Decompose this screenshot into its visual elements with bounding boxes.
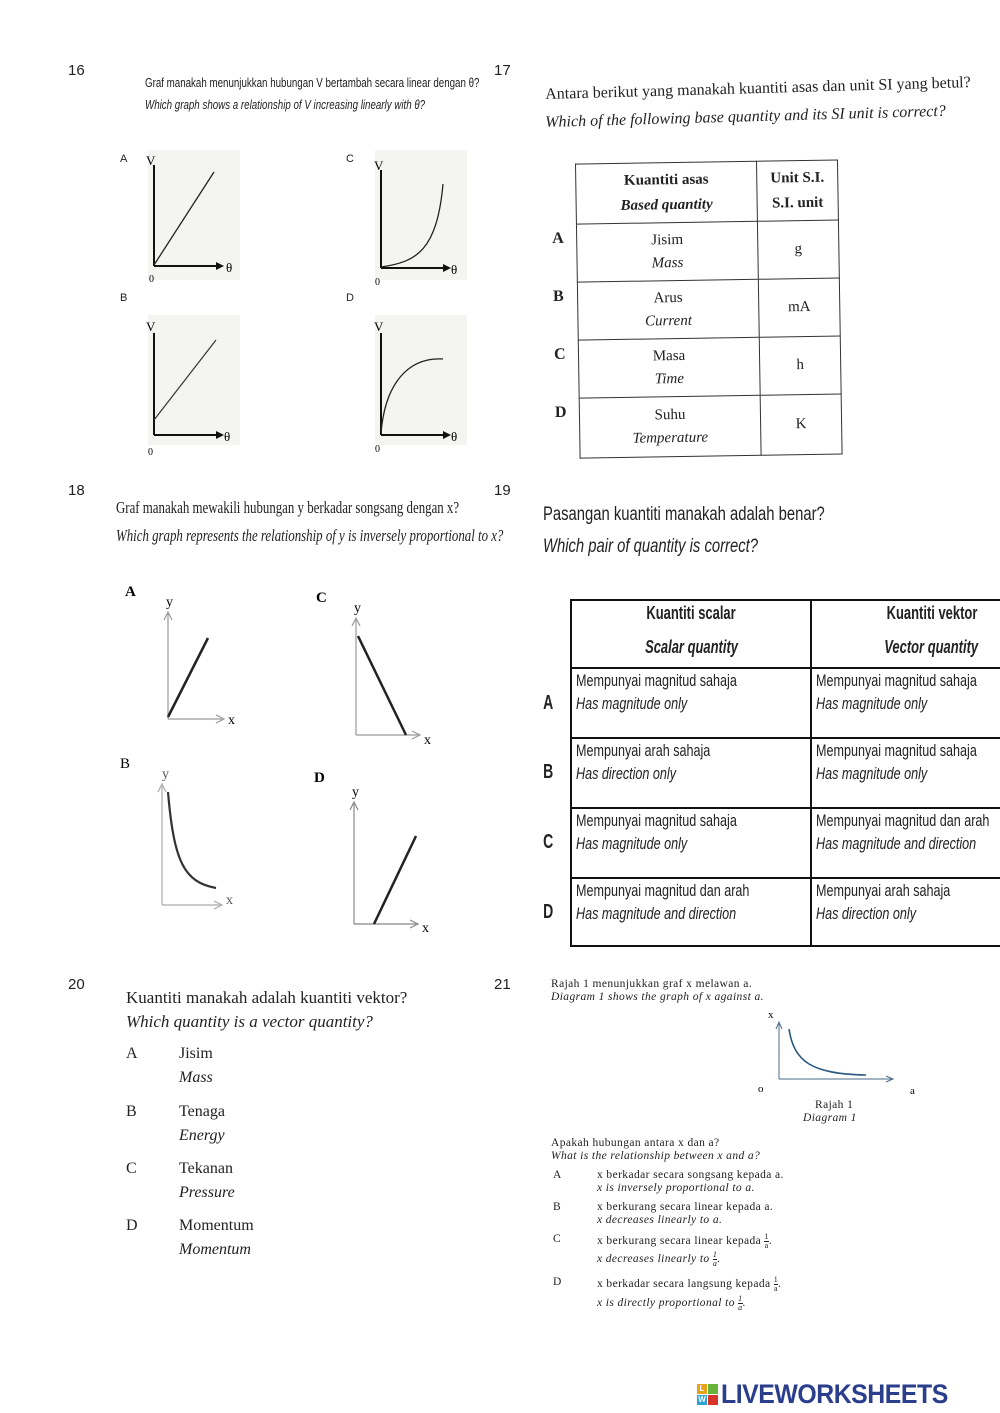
y-axis-label: V xyxy=(374,158,384,173)
graph-b xyxy=(140,315,250,460)
intro-text-en: Diagram 1 shows the graph of x against a. xyxy=(551,991,764,1003)
x-axis-label: θ xyxy=(226,260,233,275)
unit-value: K xyxy=(760,394,842,455)
graph-c xyxy=(367,150,477,290)
option-letter: D xyxy=(346,292,354,304)
question-text-en: Which of the following base quantity and its SI unit is correct? xyxy=(545,102,947,131)
row-letter: D xyxy=(543,901,554,923)
row-letter: B xyxy=(552,287,564,305)
option-d[interactable]: Momentum xyxy=(179,1217,254,1234)
question-text: Kuantiti manakah adalah kuantiti vektor? xyxy=(126,988,408,1007)
option-b[interactable]: x berkurang secara linear kepada a. xyxy=(597,1201,774,1213)
option-c[interactable]: Tekanan xyxy=(179,1160,233,1177)
brand-name: LIVEWORKSHEETS xyxy=(721,1379,948,1409)
fraction: $\frac{1}{a}$ xyxy=(712,1250,718,1268)
scalar-cell: Mempunyai magnitud sahaja xyxy=(576,811,737,830)
y-axis-label: y xyxy=(162,767,169,782)
table-row xyxy=(576,220,839,282)
question-text: Graf manakah mewakili hubungan y berkadar songsang dengan x? xyxy=(116,498,460,517)
header-scalar: Kuantiti scalar xyxy=(646,603,736,623)
diagram-caption: Rajah 1 xyxy=(815,1099,854,1111)
header-scalar-en: Scalar quantity xyxy=(644,637,738,657)
diagram-1-graph xyxy=(752,1004,932,1098)
intro-text: Rajah 1 menunjukkan graf x melawan a. xyxy=(551,978,752,990)
option-b-en: Energy xyxy=(179,1127,225,1144)
question-text-en: Which graph shows a relationship of V increasing linearly with θ? xyxy=(145,98,426,112)
option-letter: D xyxy=(126,1217,138,1234)
question-text: Pasangan kuantiti manakah adalah benar? xyxy=(543,504,825,525)
x-axis-label: x xyxy=(228,713,235,728)
question-number: 21 xyxy=(494,976,511,993)
header-quantity: Kuantiti asas xyxy=(623,171,709,189)
option-d-text: x berkadar secara langsung kepada xyxy=(597,1278,771,1291)
origin-label: 0 xyxy=(375,444,380,455)
y-axis-label: V xyxy=(146,319,156,334)
vector-cell: Mempunyai magnitud dan arah xyxy=(816,811,990,830)
y-axis-label: y xyxy=(352,785,359,800)
origin-label: o xyxy=(758,1083,764,1095)
option-letter: B xyxy=(120,292,128,304)
question-number: 17 xyxy=(494,62,511,79)
header-vector-en: Vector quantity xyxy=(884,637,979,657)
graph-c xyxy=(312,584,452,749)
option-d[interactable]: x berkadar secara langsung kepada $\frac{1}{a}$ . xyxy=(597,1275,782,1293)
option-b[interactable]: Tenaga xyxy=(179,1103,225,1120)
option-letter: D xyxy=(314,770,325,786)
scalar-cell-en: Has magnitude only xyxy=(576,694,688,713)
option-c-text: x berkurang secara linear kepada xyxy=(597,1235,762,1248)
unit-value: mA xyxy=(758,278,840,337)
y-axis-label: x xyxy=(768,1009,774,1021)
x-axis-label: x xyxy=(424,733,431,748)
question-number: 16 xyxy=(68,62,85,79)
graph-a xyxy=(120,578,260,738)
scalar-cell: Mempunyai arah sahaja xyxy=(576,741,711,760)
vector-cell-en: Has direction only xyxy=(816,904,917,923)
table-row xyxy=(571,808,1000,878)
origin-label: 0 xyxy=(149,274,154,285)
option-letter: B xyxy=(126,1103,137,1120)
question-number: 18 xyxy=(68,482,85,499)
scalar-cell: Mempunyai magnitud dan arah xyxy=(576,881,750,900)
x-axis-label: θ xyxy=(224,429,231,444)
header-quantity-en: Based quantity xyxy=(620,195,713,214)
table-row xyxy=(579,394,842,458)
unit-value: h xyxy=(759,336,841,395)
question-text: Apakah hubungan antara x dan a? xyxy=(551,1137,720,1149)
option-letter: A xyxy=(125,584,136,600)
row-letter: A xyxy=(543,692,554,714)
quantity-name-en: Current xyxy=(644,312,693,330)
table-row xyxy=(571,668,1000,738)
option-a-en: Mass xyxy=(179,1069,213,1086)
x-axis-label: x xyxy=(226,893,233,908)
x-axis-label: θ xyxy=(451,429,458,444)
option-d-en: Momentum xyxy=(179,1241,251,1258)
fraction: $\frac{1}{a}$ xyxy=(773,1275,779,1293)
option-letter: A xyxy=(126,1045,138,1062)
question-text-en: Which pair of quantity is correct? xyxy=(543,536,758,557)
vector-cell: Mempunyai magnitud sahaja xyxy=(816,741,978,760)
row-letter: C xyxy=(553,345,566,363)
header-unit: Unit S.I. xyxy=(770,169,825,187)
row-letter: C xyxy=(543,831,554,853)
option-letter: C xyxy=(126,1160,137,1177)
option-letter: C xyxy=(346,153,354,165)
quantity-name-en: Mass xyxy=(651,254,684,271)
option-letter: C xyxy=(553,1233,562,1245)
question-text: Antara berikut yang manakah kuantiti asas dan unit SI yang betul? xyxy=(545,74,971,103)
scalar-cell-en: Has direction only xyxy=(576,764,676,783)
graph-d xyxy=(312,764,452,944)
row-letter: A xyxy=(552,229,564,247)
quantity-name: Suhu xyxy=(654,406,686,423)
header-unit-en: S.I. unit xyxy=(771,194,824,212)
unit-value: g xyxy=(757,220,839,279)
graph-a xyxy=(140,150,250,290)
option-d-en: x is directly proportional to $\frac{1}{a}$ . xyxy=(597,1294,746,1312)
fraction: $\frac{1}{a}$ xyxy=(738,1294,743,1312)
origin-label: 0 xyxy=(148,447,153,458)
option-letter: B xyxy=(553,1201,562,1213)
y-axis-label: V xyxy=(374,319,384,334)
quantity-name-en: Time xyxy=(654,370,685,387)
logo-icon: L W xyxy=(697,1384,718,1405)
vector-cell: Mempunyai magnitud sahaja xyxy=(816,671,978,690)
option-letter: A xyxy=(120,153,128,165)
option-b-en: x decreases linearly to a. xyxy=(597,1214,723,1226)
vector-cell: Mempunyai arah sahaja xyxy=(816,881,951,900)
option-a[interactable]: Jisim xyxy=(179,1045,213,1062)
option-c[interactable]: x berkurang secara linear kepada $\frac{1}{a}$ . xyxy=(597,1232,773,1250)
option-c-en: x decreases linearly to $\frac{1}{a}$ . xyxy=(597,1250,721,1268)
question-text: Graf manakah menunjukkan hubungan V bertambah secara linear dengan θ? xyxy=(145,76,480,90)
question-number: 19 xyxy=(494,482,511,499)
option-a[interactable]: x berkadar secara songsang kepada a. xyxy=(597,1169,784,1181)
vector-cell-en: Has magnitude only xyxy=(816,694,928,713)
header-vector: Kuantiti vektor xyxy=(886,603,977,623)
row-letter: B xyxy=(543,761,554,783)
question-number: 20 xyxy=(68,976,85,993)
x-axis-label: θ xyxy=(451,262,458,277)
x-axis-label: a xyxy=(910,1085,915,1097)
option-letter: C xyxy=(316,590,327,606)
table-row xyxy=(571,878,1000,946)
graph-b xyxy=(118,752,258,917)
table-row xyxy=(571,738,1000,808)
option-letter: B xyxy=(120,756,131,772)
quantity-pair-table xyxy=(570,599,1000,947)
y-axis-label: V xyxy=(146,153,156,168)
question-text-en: What is the relationship between x and a? xyxy=(551,1150,761,1162)
graph-d xyxy=(367,315,477,460)
quantity-name: Masa xyxy=(652,347,686,364)
x-axis-label: x xyxy=(422,921,429,936)
option-letter: D xyxy=(553,1276,562,1288)
quantity-name-en: Temperature xyxy=(632,429,709,447)
option-letter: A xyxy=(553,1169,562,1181)
option-a-en: x is inversely proportional to a. xyxy=(597,1182,755,1194)
scalar-cell-en: Has magnitude only xyxy=(576,834,688,853)
question-text-en: Which graph represents the relationship of y is inversely proportional to x? xyxy=(116,526,504,545)
quantity-name: Arus xyxy=(653,289,683,306)
question-text-en: Which quantity is a vector quantity? xyxy=(126,1012,373,1031)
y-axis-label: y xyxy=(354,601,361,616)
row-letter: D xyxy=(554,403,567,421)
liveworksheets-logo[interactable] xyxy=(697,1379,968,1410)
origin-label: 0 xyxy=(375,277,380,288)
diagram-caption-en: Diagram 1 xyxy=(803,1112,857,1124)
table-row xyxy=(577,278,840,340)
base-quantity-table xyxy=(551,159,843,458)
option-c-en: Pressure xyxy=(179,1184,235,1201)
vector-cell-en: Has magnitude and direction xyxy=(816,834,977,853)
quantity-name: Jisim xyxy=(651,231,684,248)
y-axis-label: y xyxy=(166,595,173,610)
scalar-cell-en: Has magnitude and direction xyxy=(576,904,737,923)
scalar-cell: Mempunyai magnitud sahaja xyxy=(576,671,737,690)
fraction: $\frac{1}{a}$ xyxy=(764,1232,769,1250)
table-row xyxy=(578,336,841,398)
vector-cell-en: Has magnitude only xyxy=(816,764,928,783)
